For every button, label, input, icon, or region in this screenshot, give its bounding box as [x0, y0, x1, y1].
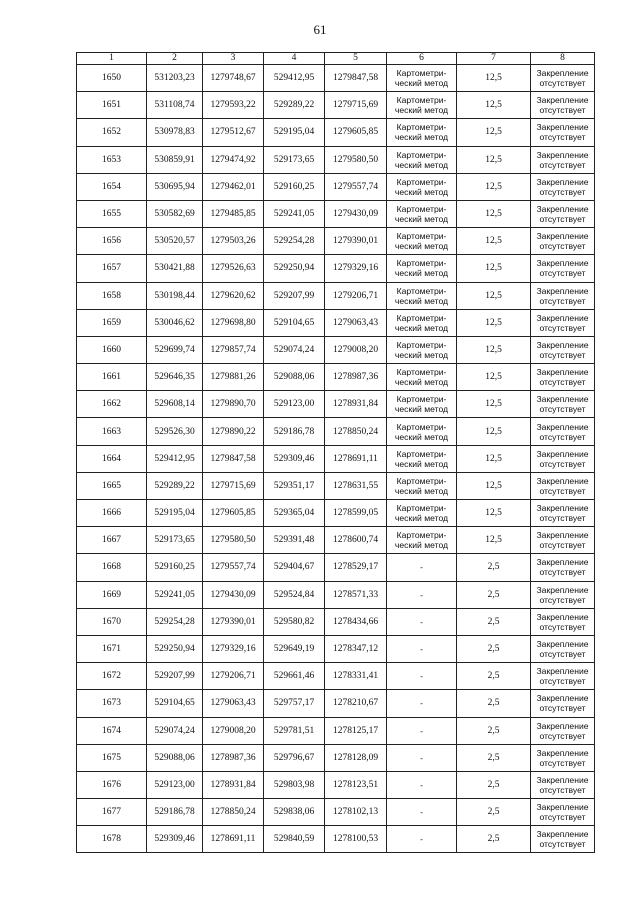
y-coordinate-cell: 1279206,71 — [203, 663, 264, 690]
y-coordinate-2-cell: 1278600,74 — [325, 527, 387, 554]
x-coordinate-2-cell: 529250,94 — [264, 255, 325, 282]
column-header: 8 — [531, 53, 595, 65]
point-number-cell: 1678 — [77, 826, 147, 853]
accuracy-cell: 12,5 — [457, 391, 531, 418]
point-number-cell: 1670 — [77, 608, 147, 635]
coordinates-table — [76, 52, 595, 853]
fixing-cell: Закрепление отсутствует — [531, 173, 595, 200]
y-coordinate-cell: 1279857,74 — [203, 336, 264, 363]
x-coordinate-2-cell: 529123,00 — [264, 391, 325, 418]
column-header: 7 — [457, 53, 531, 65]
y-coordinate-cell: 1279605,85 — [203, 500, 264, 527]
point-number-cell: 1653 — [77, 146, 147, 173]
accuracy-cell: 2,5 — [457, 690, 531, 717]
table-row — [77, 173, 595, 200]
x-coordinate-2-cell: 529254,28 — [264, 228, 325, 255]
method-cell: Картометри-ческий метод — [387, 200, 457, 227]
point-number-cell: 1677 — [77, 799, 147, 826]
y-coordinate-cell: 1279620,62 — [203, 282, 264, 309]
point-number-cell: 1672 — [77, 663, 147, 690]
method-cell: - — [387, 799, 457, 826]
x-coordinate-cell: 530198,44 — [147, 282, 203, 309]
accuracy-cell: 12,5 — [457, 527, 531, 554]
fixing-cell: Закрепление отсутствует — [531, 364, 595, 391]
fixing-cell: Закрепление отсутствует — [531, 92, 595, 119]
table-row — [77, 663, 595, 690]
x-coordinate-cell: 529123,00 — [147, 771, 203, 798]
y-coordinate-2-cell: 1279390,01 — [325, 228, 387, 255]
fixing-cell: Закрепление отсутствует — [531, 65, 595, 92]
table-row — [77, 200, 595, 227]
table-row — [77, 445, 595, 472]
fixing-cell: Закрепление отсутствует — [531, 608, 595, 635]
table-row — [77, 799, 595, 826]
x-coordinate-2-cell: 529309,46 — [264, 445, 325, 472]
x-coordinate-cell: 529608,14 — [147, 391, 203, 418]
accuracy-cell: 2,5 — [457, 744, 531, 771]
table-row — [77, 418, 595, 445]
table-row — [77, 282, 595, 309]
point-number-cell: 1650 — [77, 65, 147, 92]
table-row — [77, 717, 595, 744]
point-number-cell: 1667 — [77, 527, 147, 554]
table-row — [77, 744, 595, 771]
x-coordinate-2-cell: 529186,78 — [264, 418, 325, 445]
table-row — [77, 228, 595, 255]
table-row — [77, 146, 595, 173]
table-row — [77, 500, 595, 527]
y-coordinate-2-cell: 1278331,41 — [325, 663, 387, 690]
y-coordinate-2-cell: 1278128,09 — [325, 744, 387, 771]
y-coordinate-2-cell: 1278100,53 — [325, 826, 387, 853]
x-coordinate-cell: 529412,95 — [147, 445, 203, 472]
x-coordinate-cell: 529254,28 — [147, 608, 203, 635]
point-number-cell: 1658 — [77, 282, 147, 309]
y-coordinate-cell: 1279557,74 — [203, 554, 264, 581]
x-coordinate-cell: 529186,78 — [147, 799, 203, 826]
method-cell: Картометри-ческий метод — [387, 92, 457, 119]
point-number-cell: 1651 — [77, 92, 147, 119]
accuracy-cell: 2,5 — [457, 608, 531, 635]
fixing-cell: Закрепление отсутствует — [531, 500, 595, 527]
fixing-cell: Закрепление отсутствует — [531, 282, 595, 309]
accuracy-cell: 12,5 — [457, 472, 531, 499]
accuracy-cell: 12,5 — [457, 92, 531, 119]
x-coordinate-2-cell: 529241,05 — [264, 200, 325, 227]
fixing-cell: Закрепление отсутствует — [531, 472, 595, 499]
accuracy-cell: 12,5 — [457, 228, 531, 255]
y-coordinate-cell: 1279890,22 — [203, 418, 264, 445]
y-coordinate-2-cell: 1278850,24 — [325, 418, 387, 445]
method-cell: - — [387, 744, 457, 771]
y-coordinate-2-cell: 1279847,58 — [325, 65, 387, 92]
y-coordinate-2-cell: 1278631,55 — [325, 472, 387, 499]
table-row — [77, 364, 595, 391]
method-cell: Картометри-ческий метод — [387, 228, 457, 255]
method-cell: Картометри-ческий метод — [387, 255, 457, 282]
x-coordinate-2-cell: 529781,51 — [264, 717, 325, 744]
table-row — [77, 635, 595, 662]
accuracy-cell: 12,5 — [457, 500, 531, 527]
y-coordinate-cell: 1278931,84 — [203, 771, 264, 798]
y-coordinate-2-cell: 1279063,43 — [325, 309, 387, 336]
point-number-cell: 1654 — [77, 173, 147, 200]
method-cell: Картометри-ческий метод — [387, 173, 457, 200]
y-coordinate-2-cell: 1279206,71 — [325, 282, 387, 309]
y-coordinate-cell: 1278691,11 — [203, 826, 264, 853]
method-cell: Картометри-ческий метод — [387, 146, 457, 173]
method-cell: Картометри-ческий метод — [387, 445, 457, 472]
method-cell: Картометри-ческий метод — [387, 472, 457, 499]
accuracy-cell: 2,5 — [457, 635, 531, 662]
y-coordinate-cell: 1279430,09 — [203, 581, 264, 608]
method-cell: Картометри-ческий метод — [387, 418, 457, 445]
point-number-cell: 1669 — [77, 581, 147, 608]
method-cell: - — [387, 635, 457, 662]
y-coordinate-2-cell: 1278931,84 — [325, 391, 387, 418]
y-coordinate-cell: 1279485,85 — [203, 200, 264, 227]
y-coordinate-2-cell: 1278987,36 — [325, 364, 387, 391]
fixing-cell: Закрепление отсутствует — [531, 119, 595, 146]
table-body — [77, 65, 595, 853]
fixing-cell: Закрепление отсутствует — [531, 200, 595, 227]
point-number-cell: 1673 — [77, 690, 147, 717]
accuracy-cell: 12,5 — [457, 418, 531, 445]
fixing-cell: Закрепление отсутствует — [531, 418, 595, 445]
y-coordinate-cell: 1278987,36 — [203, 744, 264, 771]
x-coordinate-2-cell: 529803,98 — [264, 771, 325, 798]
x-coordinate-2-cell: 529289,22 — [264, 92, 325, 119]
x-coordinate-2-cell: 529404,67 — [264, 554, 325, 581]
table-row — [77, 391, 595, 418]
column-header: 6 — [387, 53, 457, 65]
x-coordinate-cell: 529526,30 — [147, 418, 203, 445]
y-coordinate-2-cell: 1279008,20 — [325, 336, 387, 363]
table-row — [77, 472, 595, 499]
x-coordinate-cell: 529173,65 — [147, 527, 203, 554]
table-row — [77, 771, 595, 798]
y-coordinate-cell: 1279580,50 — [203, 527, 264, 554]
y-coordinate-2-cell: 1278691,11 — [325, 445, 387, 472]
table-row — [77, 92, 595, 119]
x-coordinate-2-cell: 529074,24 — [264, 336, 325, 363]
fixing-cell: Закрепление отсутствует — [531, 336, 595, 363]
fixing-cell: Закрепление отсутствует — [531, 744, 595, 771]
fixing-cell: Закрепление отсутствует — [531, 228, 595, 255]
x-coordinate-2-cell: 529661,46 — [264, 663, 325, 690]
point-number-cell: 1663 — [77, 418, 147, 445]
x-coordinate-cell: 529195,04 — [147, 500, 203, 527]
x-coordinate-cell: 531203,23 — [147, 65, 203, 92]
y-coordinate-cell: 1279063,43 — [203, 690, 264, 717]
fixing-cell: Закрепление отсутствует — [531, 663, 595, 690]
fixing-cell: Закрепление отсутствует — [531, 527, 595, 554]
x-coordinate-2-cell: 529580,82 — [264, 608, 325, 635]
fixing-cell: Закрепление отсутствует — [531, 799, 595, 826]
accuracy-cell: 2,5 — [457, 799, 531, 826]
table-row — [77, 554, 595, 581]
y-coordinate-cell: 1279462,01 — [203, 173, 264, 200]
x-coordinate-cell: 529289,22 — [147, 472, 203, 499]
accuracy-cell: 12,5 — [457, 173, 531, 200]
x-coordinate-2-cell: 529351,17 — [264, 472, 325, 499]
x-coordinate-2-cell: 529391,48 — [264, 527, 325, 554]
x-coordinate-cell: 529207,99 — [147, 663, 203, 690]
y-coordinate-cell: 1279698,80 — [203, 309, 264, 336]
y-coordinate-cell: 1279503,26 — [203, 228, 264, 255]
column-header: 1 — [77, 53, 147, 65]
fixing-cell: Закрепление отсутствует — [531, 391, 595, 418]
method-cell: Картометри-ческий метод — [387, 391, 457, 418]
table-row — [77, 309, 595, 336]
accuracy-cell: 12,5 — [457, 364, 531, 391]
accuracy-cell: 12,5 — [457, 309, 531, 336]
accuracy-cell: 12,5 — [457, 282, 531, 309]
page-number: 61 — [313, 22, 327, 37]
method-cell: Картометри-ческий метод — [387, 119, 457, 146]
x-coordinate-2-cell: 529840,59 — [264, 826, 325, 853]
y-coordinate-cell: 1279881,26 — [203, 364, 264, 391]
point-number-cell: 1675 — [77, 744, 147, 771]
accuracy-cell: 2,5 — [457, 581, 531, 608]
x-coordinate-2-cell: 529365,04 — [264, 500, 325, 527]
y-coordinate-cell: 1279748,67 — [203, 65, 264, 92]
column-header: 4 — [264, 53, 325, 65]
column-header: 3 — [203, 53, 264, 65]
table-row — [77, 581, 595, 608]
y-coordinate-cell: 1279715,69 — [203, 472, 264, 499]
y-coordinate-2-cell: 1279557,74 — [325, 173, 387, 200]
y-coordinate-cell: 1279008,20 — [203, 717, 264, 744]
fixing-cell: Закрепление отсутствует — [531, 445, 595, 472]
x-coordinate-2-cell: 529088,06 — [264, 364, 325, 391]
x-coordinate-cell: 530520,57 — [147, 228, 203, 255]
x-coordinate-cell: 529646,35 — [147, 364, 203, 391]
y-coordinate-cell: 1279329,16 — [203, 635, 264, 662]
y-coordinate-2-cell: 1278571,33 — [325, 581, 387, 608]
point-number-cell: 1656 — [77, 228, 147, 255]
point-number-cell: 1652 — [77, 119, 147, 146]
accuracy-cell: 12,5 — [457, 146, 531, 173]
table-row — [77, 690, 595, 717]
x-coordinate-cell: 529309,46 — [147, 826, 203, 853]
y-coordinate-2-cell: 1278434,66 — [325, 608, 387, 635]
accuracy-cell: 12,5 — [457, 336, 531, 363]
y-coordinate-2-cell: 1278123,51 — [325, 771, 387, 798]
fixing-cell: Закрепление отсутствует — [531, 255, 595, 282]
accuracy-cell: 2,5 — [457, 771, 531, 798]
x-coordinate-2-cell: 529412,95 — [264, 65, 325, 92]
x-coordinate-cell: 529250,94 — [147, 635, 203, 662]
point-number-cell: 1657 — [77, 255, 147, 282]
table-row — [77, 119, 595, 146]
y-coordinate-cell: 1279390,01 — [203, 608, 264, 635]
x-coordinate-2-cell: 529160,25 — [264, 173, 325, 200]
y-coordinate-2-cell: 1278347,12 — [325, 635, 387, 662]
method-cell: - — [387, 663, 457, 690]
accuracy-cell: 2,5 — [457, 826, 531, 853]
x-coordinate-2-cell: 529649,19 — [264, 635, 325, 662]
table-header-row — [77, 53, 595, 65]
x-coordinate-2-cell: 529173,65 — [264, 146, 325, 173]
method-cell: - — [387, 581, 457, 608]
y-coordinate-2-cell: 1279329,16 — [325, 255, 387, 282]
method-cell: - — [387, 717, 457, 744]
accuracy-cell: 12,5 — [457, 445, 531, 472]
method-cell: - — [387, 554, 457, 581]
column-header: 2 — [147, 53, 203, 65]
table-row — [77, 255, 595, 282]
y-coordinate-2-cell: 1278102,13 — [325, 799, 387, 826]
x-coordinate-cell: 530046,62 — [147, 309, 203, 336]
column-header: 5 — [325, 53, 387, 65]
method-cell: Картометри-ческий метод — [387, 336, 457, 363]
y-coordinate-cell: 1279593,22 — [203, 92, 264, 119]
x-coordinate-cell: 529241,05 — [147, 581, 203, 608]
fixing-cell: Закрепление отсутствует — [531, 554, 595, 581]
point-number-cell: 1671 — [77, 635, 147, 662]
fixing-cell: Закрепление отсутствует — [531, 717, 595, 744]
y-coordinate-2-cell: 1279605,85 — [325, 119, 387, 146]
y-coordinate-2-cell: 1279580,50 — [325, 146, 387, 173]
point-number-cell: 1659 — [77, 309, 147, 336]
y-coordinate-cell: 1279474,92 — [203, 146, 264, 173]
table-row — [77, 65, 595, 92]
fixing-cell: Закрепление отсутствует — [531, 581, 595, 608]
x-coordinate-2-cell: 529207,99 — [264, 282, 325, 309]
x-coordinate-cell: 531108,74 — [147, 92, 203, 119]
x-coordinate-2-cell: 529524,84 — [264, 581, 325, 608]
y-coordinate-2-cell: 1279430,09 — [325, 200, 387, 227]
x-coordinate-cell: 530421,88 — [147, 255, 203, 282]
method-cell: - — [387, 826, 457, 853]
method-cell: Картометри-ческий метод — [387, 500, 457, 527]
y-coordinate-cell: 1278850,24 — [203, 799, 264, 826]
y-coordinate-2-cell: 1278210,67 — [325, 690, 387, 717]
method-cell: Картометри-ческий метод — [387, 364, 457, 391]
x-coordinate-2-cell: 529195,04 — [264, 119, 325, 146]
point-number-cell: 1660 — [77, 336, 147, 363]
y-coordinate-2-cell: 1278599,05 — [325, 500, 387, 527]
fixing-cell: Закрепление отсутствует — [531, 690, 595, 717]
point-number-cell: 1668 — [77, 554, 147, 581]
y-coordinate-cell: 1279512,67 — [203, 119, 264, 146]
x-coordinate-cell: 530582,69 — [147, 200, 203, 227]
accuracy-cell: 12,5 — [457, 255, 531, 282]
y-coordinate-2-cell: 1278529,17 — [325, 554, 387, 581]
method-cell: Картометри-ческий метод — [387, 309, 457, 336]
point-number-cell: 1676 — [77, 771, 147, 798]
table-row — [77, 527, 595, 554]
fixing-cell: Закрепление отсутствует — [531, 146, 595, 173]
method-cell: - — [387, 690, 457, 717]
fixing-cell: Закрепление отсутствует — [531, 309, 595, 336]
table-row — [77, 608, 595, 635]
accuracy-cell: 12,5 — [457, 200, 531, 227]
point-number-cell: 1666 — [77, 500, 147, 527]
point-number-cell: 1662 — [77, 391, 147, 418]
x-coordinate-cell: 529088,06 — [147, 744, 203, 771]
point-number-cell: 1665 — [77, 472, 147, 499]
accuracy-cell: 2,5 — [457, 663, 531, 690]
fixing-cell: Закрепление отсутствует — [531, 771, 595, 798]
x-coordinate-cell: 529160,25 — [147, 554, 203, 581]
x-coordinate-cell: 529104,65 — [147, 690, 203, 717]
method-cell: - — [387, 608, 457, 635]
method-cell: Картометри-ческий метод — [387, 527, 457, 554]
accuracy-cell: 12,5 — [457, 65, 531, 92]
point-number-cell: 1674 — [77, 717, 147, 744]
x-coordinate-cell: 530978,83 — [147, 119, 203, 146]
accuracy-cell: 12,5 — [457, 119, 531, 146]
point-number-cell: 1661 — [77, 364, 147, 391]
x-coordinate-2-cell: 529838,06 — [264, 799, 325, 826]
y-coordinate-cell: 1279847,58 — [203, 445, 264, 472]
x-coordinate-2-cell: 529757,17 — [264, 690, 325, 717]
fixing-cell: Закрепление отсутствует — [531, 635, 595, 662]
x-coordinate-cell: 529074,24 — [147, 717, 203, 744]
x-coordinate-cell: 529699,74 — [147, 336, 203, 363]
x-coordinate-2-cell: 529104,65 — [264, 309, 325, 336]
x-coordinate-cell: 530859,91 — [147, 146, 203, 173]
point-number-cell: 1655 — [77, 200, 147, 227]
table-row — [77, 336, 595, 363]
method-cell: Картометри-ческий метод — [387, 282, 457, 309]
point-number-cell: 1664 — [77, 445, 147, 472]
accuracy-cell: 2,5 — [457, 717, 531, 744]
method-cell: Картометри-ческий метод — [387, 65, 457, 92]
method-cell: - — [387, 771, 457, 798]
y-coordinate-2-cell: 1278125,17 — [325, 717, 387, 744]
fixing-cell: Закрепление отсутствует — [531, 826, 595, 853]
x-coordinate-cell: 530695,94 — [147, 173, 203, 200]
x-coordinate-2-cell: 529796,67 — [264, 744, 325, 771]
table-row — [77, 826, 595, 853]
y-coordinate-2-cell: 1279715,69 — [325, 92, 387, 119]
y-coordinate-cell: 1279890,70 — [203, 391, 264, 418]
accuracy-cell: 2,5 — [457, 554, 531, 581]
y-coordinate-cell: 1279526,63 — [203, 255, 264, 282]
